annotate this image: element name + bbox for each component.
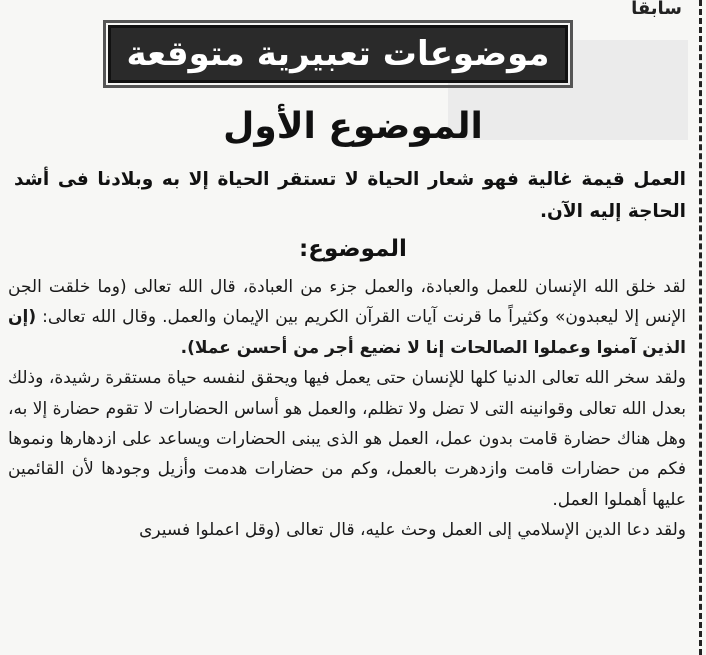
section-banner bbox=[108, 25, 568, 83]
body-paragraph-2: ولقد سخر الله تعالى الدنيا كلها للإنسان حتى يعمل فيها ويحقق لنفسه حياة مستقرة رشيدة، وذلك بعدل الله تعالى وقوانينه التى لا تضل ولا تظلم، والعمل هو أساس الحضارات لا تقوم حضارة إلا به، وهل هناك حضارة قامت بدون عمل، العمل هو الذى يبنى الحضارات ويساعد على ازدهارها ونموها فكم من حضارات قامت وازدهرت بالعمل، وكم من حضارات هدمت وأزيل وجودها لأن القائمين عليها أهملوا العمل. bbox=[8, 368, 686, 510]
topic-intro: العمل قيمة غالية فهو شعار الحياة لا تستقر الحياة إلا به وبلادنا فى أشد الحاجة إليه الآن. bbox=[14, 169, 686, 222]
previous-label: سابقا bbox=[631, 0, 682, 19]
dashed-margin-rule bbox=[699, 0, 702, 655]
body-paragraph-3: ولقد دعا الدين الإسلامي إلى العمل وحث عليه، قال تعالى (وقل اعملوا فسيرى bbox=[139, 520, 686, 541]
quran-quote: (إن الذين آمنوا وعملوا الصالحات إنا لا نضيع أجر من أحسن عملا). bbox=[8, 307, 686, 358]
topic-title: الموضوع الأول bbox=[223, 106, 483, 147]
paragraph-1-text: لقد خلق الله الإنسان للعمل والعبادة، والعمل جزء من العبادة، قال الله تعالى (وما خلقت الجن الإنس إلا ليعبدون» وكثيراً ما قرنت آيات القرآن الكريم بين الإيمان والعمل. وقال الله تعالى: bbox=[8, 277, 686, 328]
topic-body bbox=[8, 272, 686, 546]
banner-title: موضوعات تعبيرية متوقعة bbox=[126, 34, 550, 74]
body-paragraph-1 bbox=[8, 272, 686, 363]
topic-subheading: الموضوع: bbox=[299, 236, 407, 262]
